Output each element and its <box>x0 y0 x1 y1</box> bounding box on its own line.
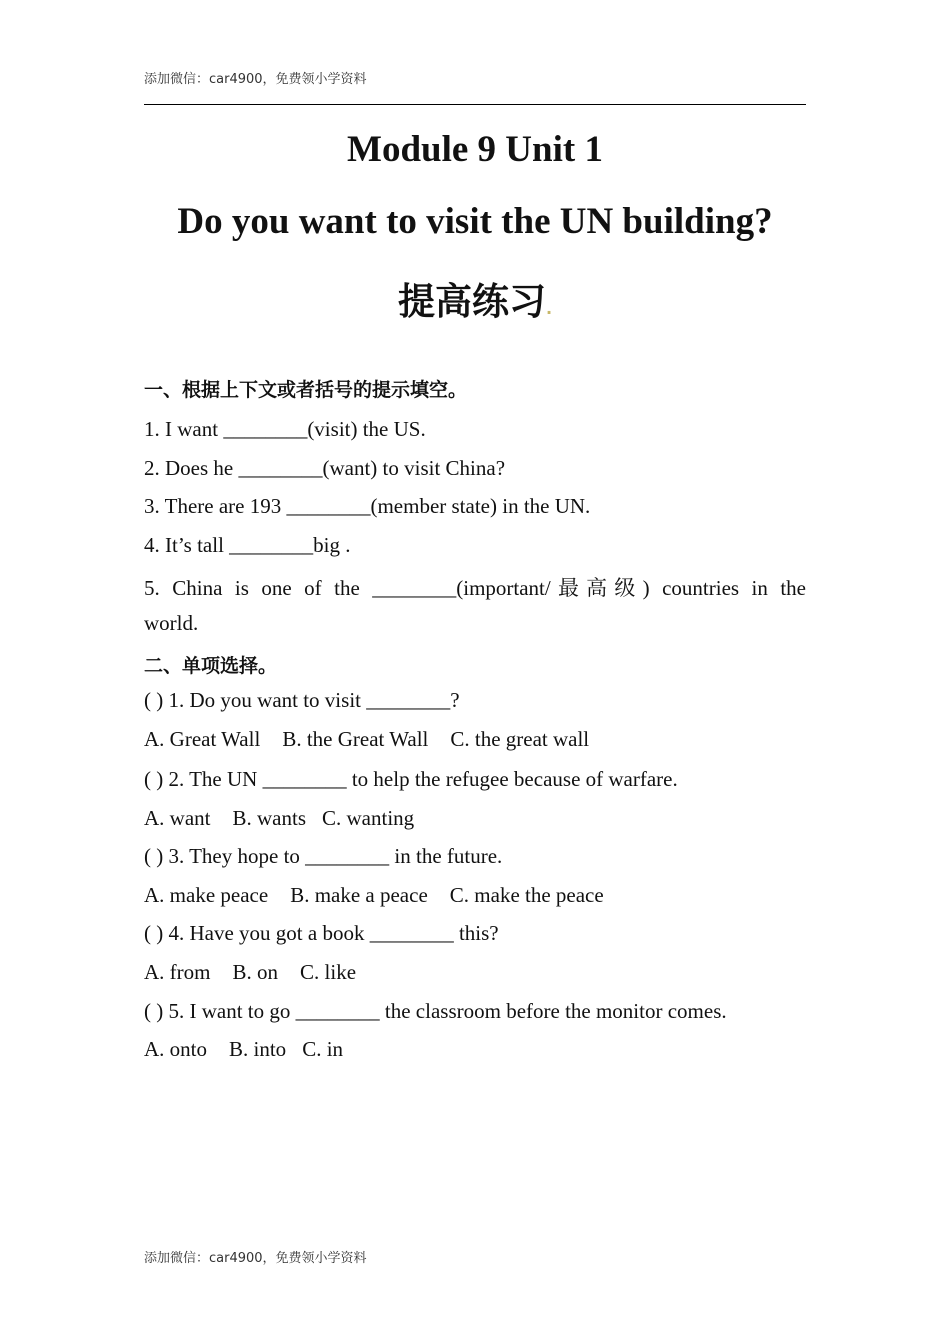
title-practice-text: 提高练习 <box>397 280 546 323</box>
title-practice <box>144 271 806 325</box>
choice-question-2: ( ) 2. The UN ________ to help the refugee because of warfare. <box>144 767 678 791</box>
choice-question-1: ( ) 1. Do you want to visit ________? <box>144 688 460 712</box>
choice-options-4 <box>144 960 806 985</box>
title-module: Module 9 Unit 1 <box>347 129 603 170</box>
fill-item-5: 5. China is one of the ________(important/最高级) countries in the <box>144 576 806 600</box>
fill-item-2: 2. Does he ________(want) to visit China? <box>144 456 506 480</box>
choice-options-3 <box>144 883 806 908</box>
choice-options-5 <box>144 1037 806 1062</box>
option-b: B. on <box>232 960 279 984</box>
fill-item-5-continued: world. <box>144 611 199 635</box>
option-b: B. make a peace <box>290 883 428 907</box>
option-c: C. in <box>302 1037 344 1061</box>
header-note: 添加微信：car4900，免费领小学资料 <box>144 72 367 87</box>
option-c: C. make the peace <box>449 883 604 907</box>
option-a: A. want <box>144 806 211 830</box>
footer-note: 添加微信：car4900，免费领小学资料 <box>144 1251 367 1266</box>
option-b: B. into <box>229 1037 287 1061</box>
header-divider <box>144 104 806 105</box>
choice-options-2 <box>144 806 806 831</box>
option-c: C. the great wall <box>450 727 590 751</box>
section2-heading: 二、单项选择。 <box>144 655 278 677</box>
option-a: A. Great Wall <box>144 727 261 751</box>
fill-item-1: 1. I want ________(visit) the US. <box>144 417 426 441</box>
fill-item-3: 3. There are 193 ________(member state) in the UN. <box>144 494 591 518</box>
dot-mark: . <box>545 299 553 318</box>
choice-options-1 <box>144 727 806 752</box>
option-c: C. like <box>300 960 357 984</box>
choice-question-4: ( ) 4. Have you got a book ________ this? <box>144 921 499 945</box>
title-question: Do you want to visit the UN building? <box>177 201 773 242</box>
section1-heading: 一、根据上下文或者括号的提示填空。 <box>144 379 468 401</box>
option-a: A. onto <box>144 1037 207 1061</box>
choice-question-3: ( ) 3. They hope to ________ in the future. <box>144 844 503 868</box>
option-b: B. the Great Wall <box>282 727 429 751</box>
choice-question-5: ( ) 5. I want to go ________ the classroom before the monitor comes. <box>144 999 727 1023</box>
option-a: A. from <box>144 960 211 984</box>
option-c: C. wanting <box>322 806 415 830</box>
option-a: A. make peace <box>144 883 269 907</box>
fill-item-4: 4. It’s tall ________big . <box>144 533 351 557</box>
option-b: B. wants <box>232 806 306 830</box>
